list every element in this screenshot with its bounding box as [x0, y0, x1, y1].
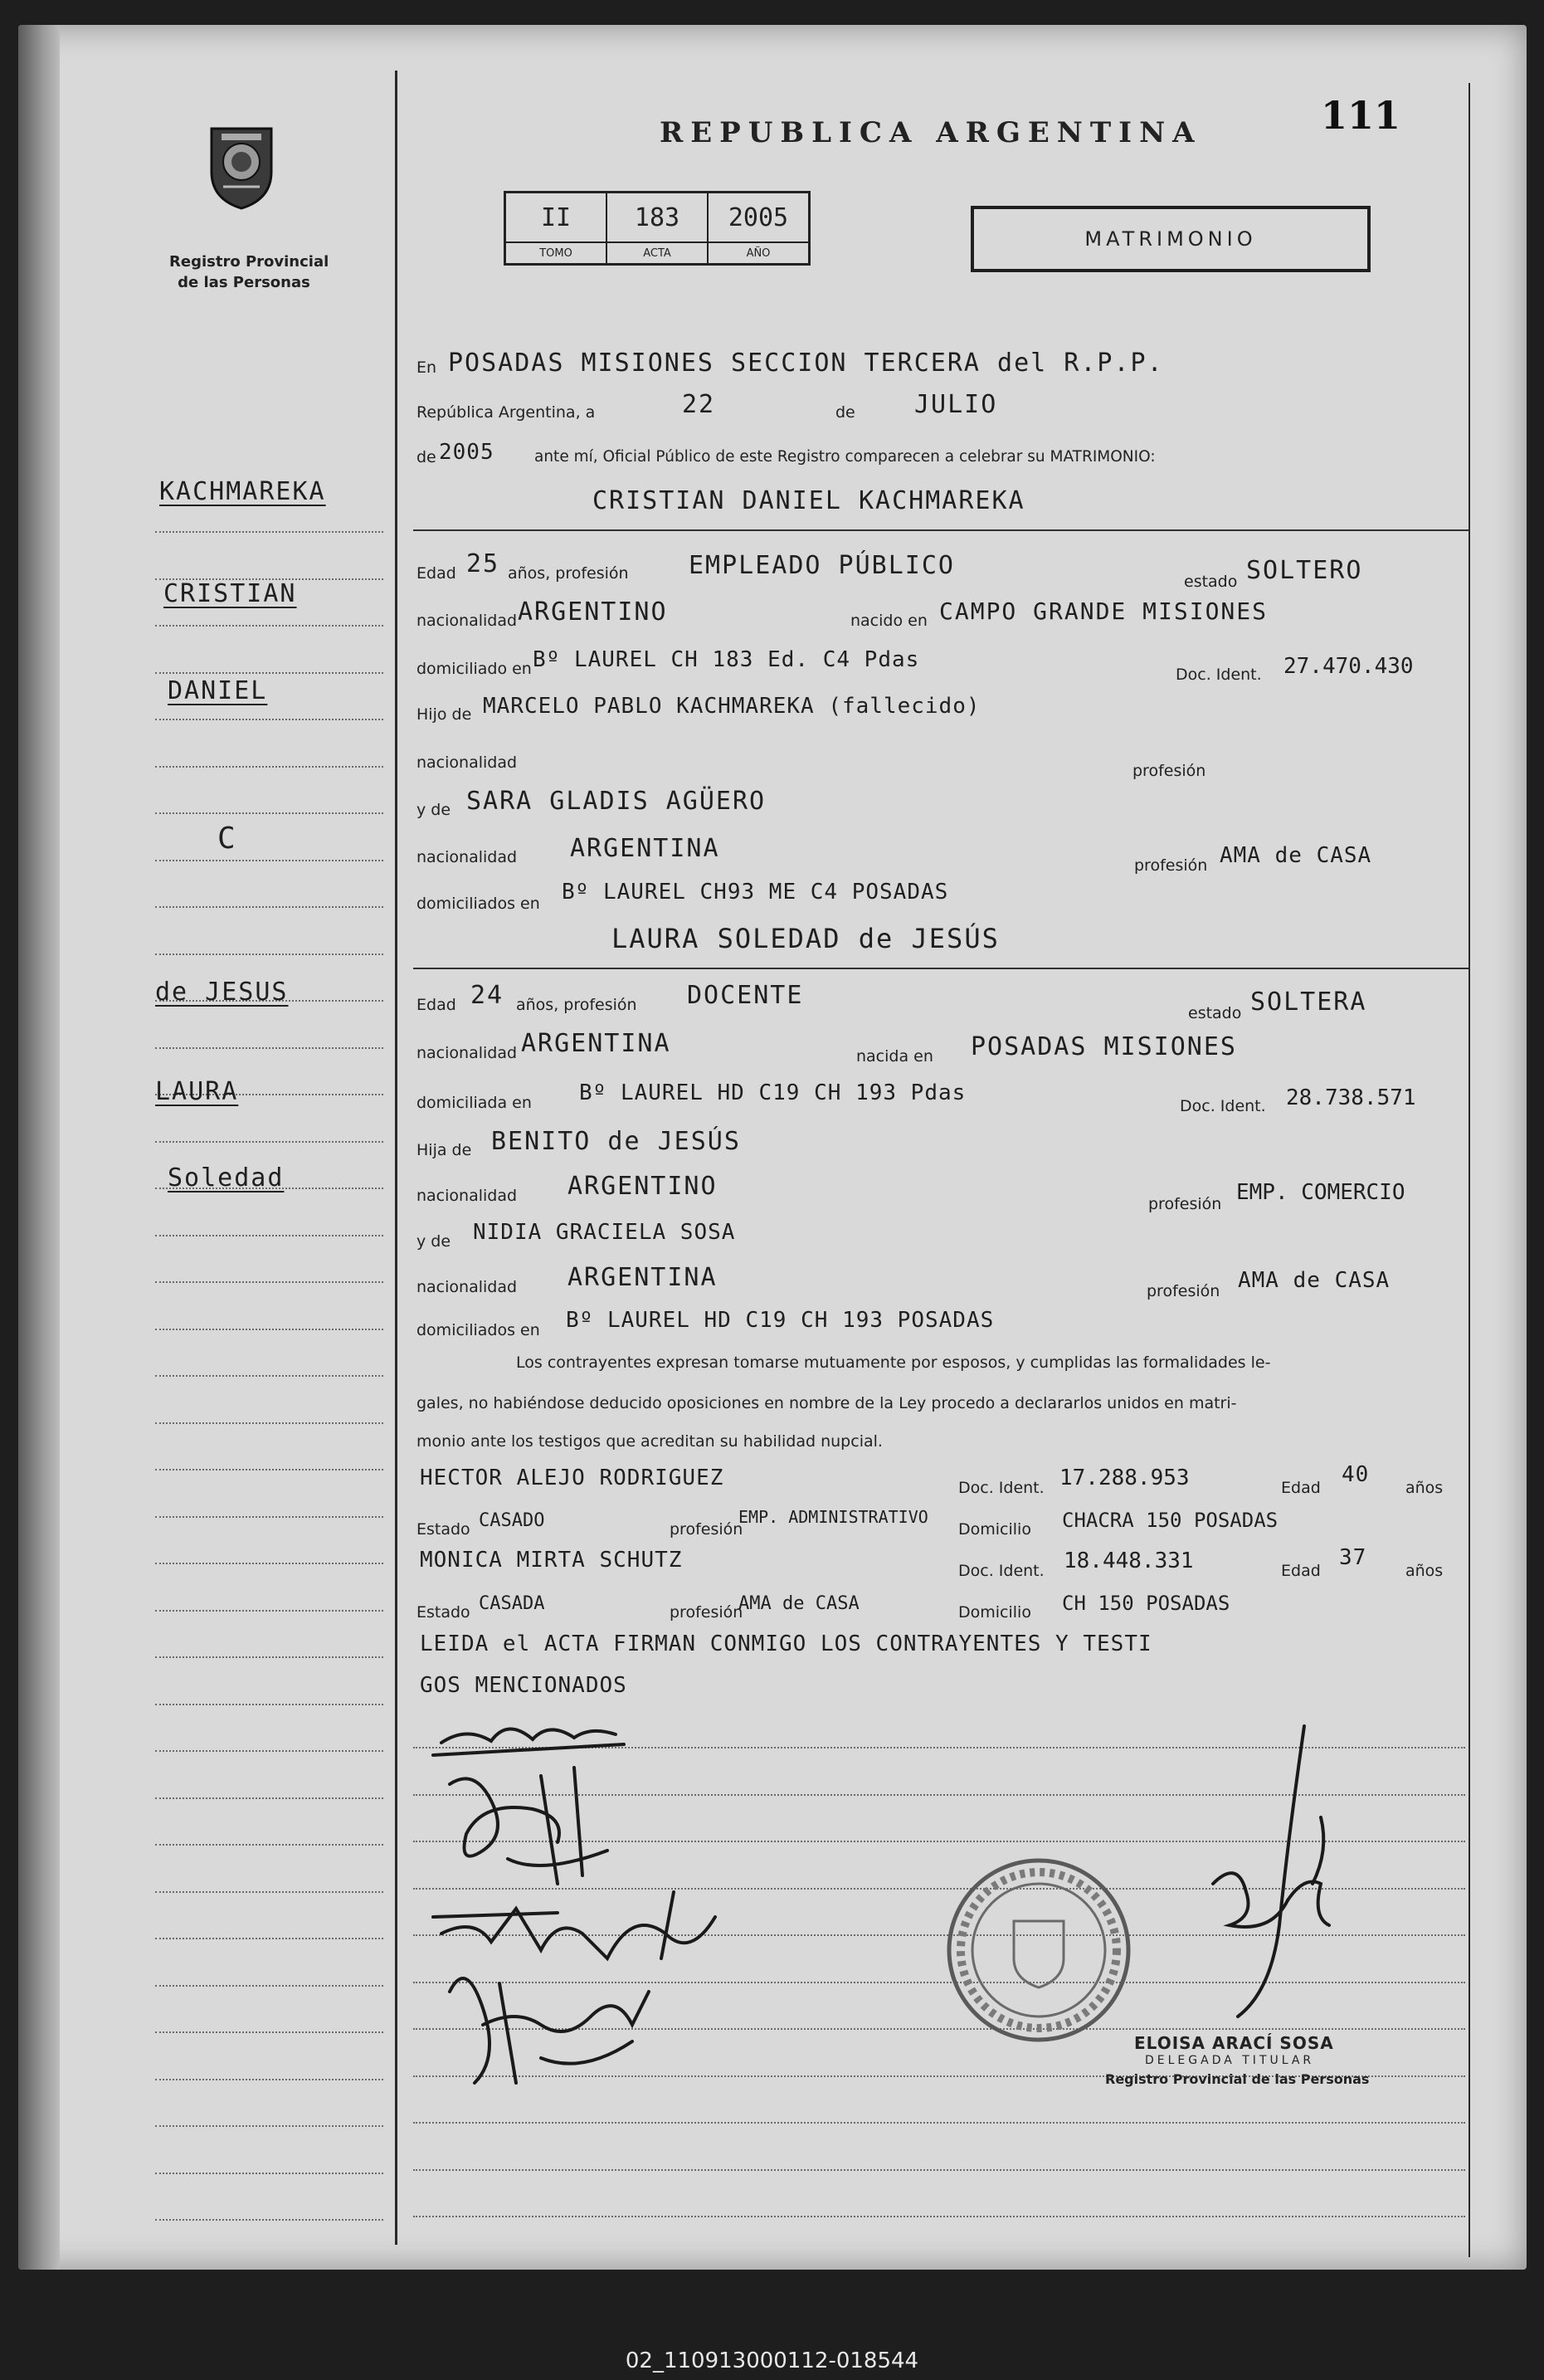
margin-ruled-line	[155, 2219, 383, 2221]
groom-doc-label: Doc. Ident.	[1176, 666, 1262, 684]
groom-birthplace: CAMPO GRANDE MISIONES	[939, 597, 1269, 625]
acta-label: ACTA	[606, 242, 708, 265]
groom-nacido-label: nacido en	[850, 612, 928, 630]
month-value: JULIO	[914, 390, 998, 419]
margin-ruled-line	[155, 531, 383, 533]
witness2-doc-label: Doc. Ident.	[958, 1562, 1045, 1580]
bride-section-divider	[413, 968, 1469, 969]
bride-hija-label: Hija de	[416, 1141, 472, 1159]
witness2-estado-label: Estado	[416, 1603, 470, 1622]
bride-father-profession: EMP. COMERCIO	[1236, 1180, 1405, 1205]
ano-value: 2005	[708, 193, 810, 243]
margin-ruled-line	[155, 1656, 383, 1658]
groom-mother-prof-label: profesión	[1134, 856, 1208, 875]
en-label: En	[416, 358, 437, 377]
witness1-profession: EMP. ADMINISTRATIVO	[738, 1507, 928, 1527]
bride-yde-label: y de	[416, 1232, 451, 1251]
witness2-edad-label: Edad	[1281, 1562, 1321, 1580]
margin-ruled-line	[155, 1985, 383, 1987]
groom-anos-label: años, profesión	[508, 564, 629, 583]
margin-ruled-line	[155, 2125, 383, 2127]
margin-ruled-line	[155, 1844, 383, 1846]
groom-profession: EMPLEADO PÚBLICO	[689, 551, 955, 580]
margin-ruled-line	[155, 1704, 383, 1705]
witness2-doc: 18.448.331	[1064, 1548, 1194, 1573]
groom-mother-nac-label: nacionalidad	[416, 848, 518, 866]
official-seal	[943, 1855, 1134, 2046]
groom-nacionalidad-label: nacionalidad	[416, 612, 518, 630]
de2-label: de	[416, 448, 436, 466]
bride-nacida-label: nacida en	[856, 1047, 933, 1066]
margin-ruled-line	[155, 1516, 383, 1518]
bride-father: BENITO de JESÚS	[491, 1127, 741, 1156]
bride-domiciliada-label: domiciliada en	[416, 1094, 532, 1112]
closing-line1: LEIDA el ACTA FIRMAN CONMIGO LOS CONTRAYENTES Y TESTI	[420, 1631, 1152, 1656]
witness1-edad-label: Edad	[1281, 1479, 1321, 1497]
bride-father-nationality: ARGENTINO	[567, 1172, 718, 1201]
margin-ruled-line	[155, 1563, 383, 1564]
official-signature	[1188, 1718, 1354, 2033]
republica-label: República Argentina, a	[416, 403, 596, 422]
margin-ruled-line	[155, 1141, 383, 1143]
margin-ruled-line	[155, 1235, 383, 1236]
groom-domiciliado-label: domiciliado en	[416, 660, 532, 678]
witness2-profesion-label: profesión	[670, 1603, 743, 1622]
bride-mother: NIDIA GRACIELA SOSA	[473, 1220, 736, 1245]
book-binding	[18, 25, 60, 2270]
groom-edad-label: Edad	[416, 564, 456, 583]
bride-mother-nac-label: nacionalidad	[416, 1278, 518, 1296]
witness1-estado: CASADO	[479, 1510, 545, 1531]
registry-name-line2: de las Personas	[178, 274, 310, 291]
groom-parents-address: Bº LAUREL CH93 ME C4 POSADAS	[562, 880, 949, 905]
groom-name: CRISTIAN DANIEL KACHMAREKA	[592, 486, 1025, 515]
margin-note-bride-surname: de JESUS	[155, 978, 289, 1007]
margin-ruled-line	[155, 2079, 383, 2080]
margin-ruled-line	[155, 719, 383, 720]
right-border-line	[1469, 83, 1470, 2257]
witness2-address: CH 150 POSADAS	[1062, 1592, 1230, 1615]
witness1-domicilio-label: Domicilio	[958, 1520, 1031, 1539]
margin-ruled-line	[155, 812, 383, 814]
groom-doc: 27.470.430	[1283, 654, 1414, 679]
bride-mother-profession: AMA de CASA	[1238, 1268, 1391, 1293]
witness2-name: MONICA MIRTA SCHUTZ	[420, 1548, 683, 1573]
bride-mother-prof-label: profesión	[1147, 1282, 1220, 1300]
witness1-doc: 17.288.953	[1059, 1466, 1190, 1490]
official-office: Registro Provincial de las Personas	[1105, 2071, 1370, 2087]
bride-parents-address: Bº LAUREL HD C19 CH 193 POSADAS	[566, 1308, 995, 1333]
margin-ruled-line	[155, 672, 383, 674]
witness1-address: CHACRA 150 POSADAS	[1062, 1509, 1279, 1532]
main-ruled-line	[413, 2216, 1465, 2217]
margin-ruled-line	[155, 1891, 383, 1893]
groom-mother-profession: AMA de CASA	[1220, 843, 1372, 868]
bride-doc-label: Doc. Ident.	[1180, 1097, 1266, 1115]
signatures	[416, 1709, 798, 2141]
tomo-value: II	[505, 193, 607, 243]
bride-father-nac-label: nacionalidad	[416, 1187, 518, 1205]
bride-birthplace: POSADAS MISIONES	[971, 1032, 1237, 1061]
ante-text: ante mí, Oficial Público de este Registro comparecen a celebrar su MATRIMONIO:	[534, 448, 1156, 466]
bride-age: 24	[470, 981, 504, 1010]
witness1-age: 40	[1342, 1462, 1370, 1487]
witness1-name: HECTOR ALEJO RODRIGUEZ	[420, 1466, 724, 1490]
groom-mother: SARA GLADIS AGÜERO	[466, 787, 767, 816]
registration-table	[504, 191, 811, 266]
groom-nationality: ARGENTINO	[518, 597, 668, 627]
image-id-caption: 02_110913000112-018544	[625, 2348, 919, 2373]
tomo-label: TOMO	[505, 242, 607, 265]
margin-divider-line	[395, 71, 397, 2245]
margin-ruled-line	[155, 860, 383, 861]
groom-father-prof-label: profesión	[1132, 762, 1206, 780]
margin-ruled-line	[155, 1047, 383, 1049]
country-title: REPUBLICA ARGENTINA	[660, 116, 1202, 149]
margin-ruled-line	[155, 2031, 383, 2033]
declaration-line1: Los contrayentes expresan tomarse mutuamente por esposos, y cumplidas las formalidades le-	[516, 1353, 1271, 1372]
bride-parents-dom-label: domiciliados en	[416, 1321, 540, 1339]
margin-note-first-name: CRISTIAN	[163, 579, 297, 608]
day-value: 22	[682, 390, 716, 419]
margin-ruled-line	[155, 1375, 383, 1377]
official-name: ELOISA ARACÍ SOSA	[1134, 2033, 1334, 2053]
witness2-domicilio-label: Domicilio	[958, 1603, 1031, 1622]
margin-ruled-line	[155, 953, 383, 955]
ano-label: AÑO	[708, 242, 810, 265]
groom-estado-label: estado	[1184, 573, 1238, 591]
witness1-doc-label: Doc. Ident.	[958, 1479, 1045, 1497]
official-title: DELEGADA TITULAR	[1145, 2054, 1315, 2067]
groom-father-nac-label: nacionalidad	[416, 754, 518, 772]
margin-ruled-line	[155, 1281, 383, 1283]
bride-estado-label: estado	[1188, 1004, 1242, 1022]
folio-number: 111	[1321, 93, 1401, 138]
margin-ruled-line	[155, 2173, 383, 2174]
bride-edad-label: Edad	[416, 996, 456, 1014]
groom-yde-label: y de	[416, 801, 451, 819]
witness2-estado: CASADA	[479, 1593, 545, 1614]
groom-section-divider	[413, 529, 1469, 531]
groom-address: Bº LAUREL CH 183 Ed. C4 Pdas	[533, 647, 920, 672]
witness1-profesion-label: profesión	[670, 1520, 743, 1539]
bride-mother-nationality: ARGENTINA	[567, 1263, 718, 1292]
margin-note-bride-middle: Soledad	[168, 1163, 285, 1192]
margin-ruled-line	[155, 906, 383, 908]
groom-estado: SOLTERO	[1246, 556, 1363, 585]
margin-note-bride-first: LAURA	[155, 1077, 239, 1106]
record-type-box: MATRIMONIO	[971, 206, 1371, 272]
witness1-estado-label: Estado	[416, 1520, 470, 1539]
margin-ruled-line	[155, 1329, 383, 1330]
acta-value: 183	[606, 193, 708, 243]
de-label: de	[835, 403, 855, 422]
bride-doc: 28.738.571	[1286, 1085, 1416, 1110]
groom-mother-nationality: ARGENTINA	[570, 834, 720, 863]
witness1-anos-label: años	[1405, 1479, 1444, 1497]
provincial-emblem	[205, 120, 278, 212]
bride-name: LAURA SOLEDAD de JESÚS	[611, 923, 1000, 954]
place-value: POSADAS MISIONES SECCION TERCERA del R.P.P.	[448, 349, 1164, 378]
margin-ruled-line	[155, 1938, 383, 1939]
bride-father-prof-label: profesión	[1148, 1195, 1222, 1213]
margin-ruled-line	[155, 1610, 383, 1612]
bride-estado: SOLTERA	[1250, 988, 1367, 1017]
registry-name-line1: Registro Provincial	[169, 253, 329, 271]
margin-ruled-line	[155, 1422, 383, 1424]
margin-ruled-line	[155, 1750, 383, 1752]
groom-age: 25	[466, 549, 500, 578]
margin-note-middle-name: DANIEL	[168, 676, 268, 705]
declaration-line3: monio ante los testigos que acreditan su habilidad nupcial.	[416, 1432, 883, 1451]
witness2-profession: AMA de CASA	[738, 1593, 860, 1614]
bride-profession: DOCENTE	[687, 981, 804, 1010]
main-ruled-line	[413, 2169, 1465, 2171]
groom-parents-dom-label: domiciliados en	[416, 895, 540, 913]
margin-ruled-line	[155, 766, 383, 768]
witness2-anos-label: años	[1405, 1562, 1444, 1580]
groom-hijo-label: Hijo de	[416, 705, 472, 724]
bride-anos-label: años, profesión	[516, 996, 637, 1014]
closing-line2: GOS MENCIONADOS	[420, 1673, 627, 1698]
bride-nacionalidad-label: nacionalidad	[416, 1044, 518, 1062]
bride-address: Bº LAUREL HD C19 CH 193 Pdas	[579, 1080, 967, 1105]
bride-nationality: ARGENTINA	[521, 1029, 671, 1058]
margin-ruled-line	[155, 1469, 383, 1470]
margin-ruled-line	[155, 1797, 383, 1799]
margin-note-c: C	[217, 822, 237, 856]
margin-note-surname: KACHMAREKA	[159, 477, 326, 506]
document-page	[18, 25, 1527, 2270]
margin-ruled-line	[155, 625, 383, 627]
groom-father: MARCELO PABLO KACHMAREKA (fallecido)	[483, 694, 981, 719]
year-value: 2005	[439, 440, 494, 465]
declaration-line2: gales, no habiéndose deducido oposiciones en nombre de la Ley procedo a declararlos unidos en matri-	[416, 1394, 1237, 1412]
witness2-age: 37	[1339, 1545, 1367, 1570]
